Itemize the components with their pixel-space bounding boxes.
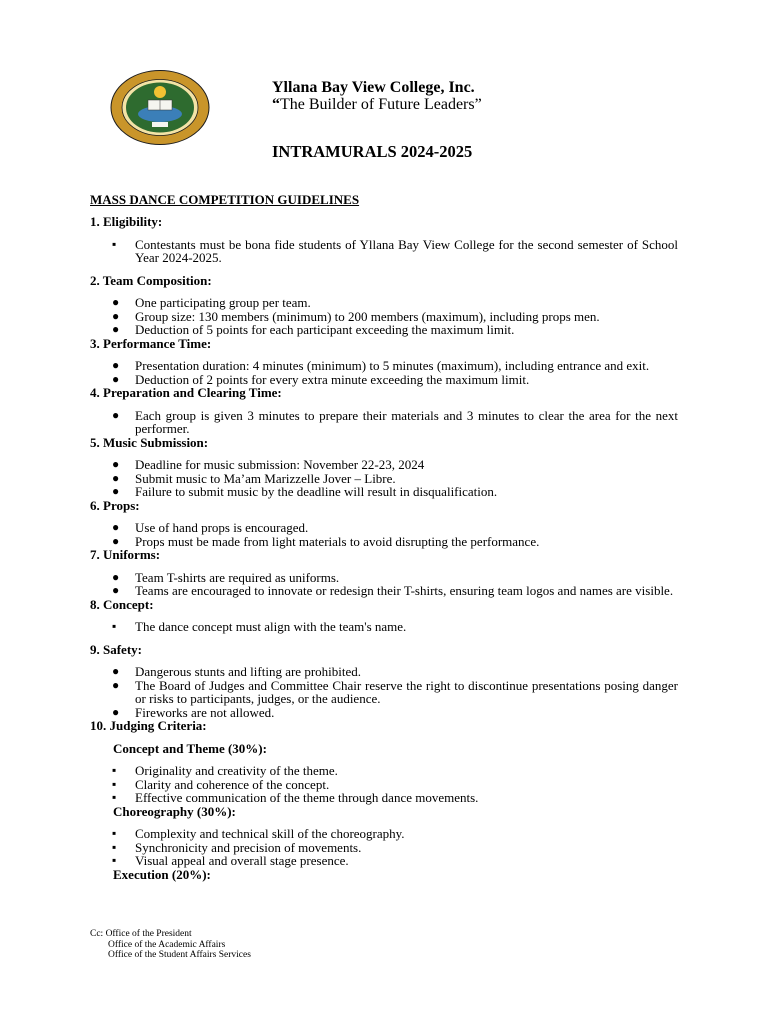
section-title: 5. Music Submission: (90, 434, 209, 450)
section-concept (90, 598, 678, 634)
document-title: MASS DANCE COMPETITION GUIDELINES (90, 192, 360, 207)
bullet-icon: ● (112, 457, 120, 471)
list-item-text: Contestants must be bona fide students of Yllana Bay View College for the second semester of School Year 2024-2025. (135, 236, 678, 265)
list-item (90, 764, 678, 778)
list-item-text: Synchronicity and precision of movements. (135, 839, 362, 855)
list-item-text: Teams are encouraged to innovate or redesign their T-shirts, ensuring team logos and names are visible. (135, 583, 674, 598)
list-item (90, 296, 678, 310)
motto-open-quote: “ (272, 96, 280, 113)
bullet-icon: ▪ (112, 236, 117, 251)
bullet-icon: ▪ (112, 776, 117, 791)
list-item (90, 679, 678, 706)
bullet-list (90, 296, 678, 337)
guidelines-body (90, 215, 678, 881)
bullet-list (90, 571, 678, 598)
list-item-text: Deduction of 2 points for every extra minute exceeding the maximum limit. (135, 371, 530, 387)
criterion-title: Concept and Theme (30%): (113, 740, 267, 756)
bullet-icon: ● (112, 358, 120, 372)
list-item-text: Effective communication of the theme through dance movements. (135, 790, 479, 805)
section-performance-time (90, 337, 678, 387)
list-item-text: Clarity and coherence of the concept. (135, 776, 330, 792)
bullet-icon: ● (112, 704, 120, 719)
list-item-text: One participating group per team. (135, 295, 311, 310)
event-title: INTRAMURALS 2024-2025 (272, 142, 473, 161)
bullet-list (90, 521, 678, 548)
section-title: 6. Props: (90, 497, 140, 513)
section-title: 2. Team Composition: (90, 272, 212, 288)
bullet-list (90, 359, 678, 386)
list-item-text: The Board of Judges and Committee Chair reserve the right to discontinue presentations posing danger or risks to participants, judges, or the audience. (135, 677, 678, 706)
list-item-text: Presentation duration: 4 minutes (minimum) to 5 minutes (maximum), including entrance and exit. (135, 358, 650, 373)
list-item (90, 458, 678, 472)
section-title: 3. Performance Time: (90, 335, 212, 351)
section-title: 8. Concept: (90, 596, 154, 612)
list-item (90, 665, 678, 679)
bullet-list (90, 238, 678, 265)
section-title: 4. Preparation and Clearing Time: (90, 385, 282, 400)
list-item (90, 373, 678, 387)
bullet-icon: ▪ (112, 763, 117, 777)
section-eligibility (90, 215, 678, 265)
list-item-text: Complexity and technical skill of the choreography. (135, 826, 405, 841)
list-item-text: Group size: 130 members (minimum) to 200 members (maximum), including props men. (135, 308, 600, 324)
section-props (90, 499, 678, 549)
list-item-text: Deduction of 5 points for each participant exceeding the maximum limit. (135, 322, 515, 337)
motto-text: The Builder of Future Leaders” (280, 96, 482, 113)
section-uniforms (90, 548, 678, 598)
list-item (90, 854, 678, 868)
bullet-icon: ● (112, 664, 120, 678)
bullet-icon: ● (112, 583, 120, 597)
bullet-icon: ▪ (112, 790, 117, 804)
bullet-icon: ● (112, 322, 120, 336)
bullet-list (90, 458, 678, 499)
list-item-text: Failure to submit music by the deadline will result in disqualification. (135, 484, 498, 499)
criterion-title: Execution (20%): (113, 866, 211, 882)
list-item-text: Submit music to Ma’am Marizzelle Jover – Libre. (135, 470, 396, 486)
college-motto (272, 96, 482, 114)
section-title: 9. Safety: (90, 641, 142, 657)
cc-line: Office of the Academic Affairs (108, 939, 226, 950)
list-item (90, 584, 678, 598)
list-item (90, 791, 678, 805)
bullet-icon: ● (112, 569, 120, 584)
bullet-list (90, 620, 678, 634)
list-item (90, 841, 678, 855)
bullet-icon: ● (112, 308, 120, 323)
bullet-list (90, 409, 678, 436)
bullet-list (90, 827, 678, 868)
list-item-text: Visual appeal and overall stage presence. (135, 853, 349, 868)
list-item (90, 521, 678, 535)
section-title: 7. Uniforms: (90, 547, 161, 562)
list-item-text: Dangerous stunts and lifting are prohibited. (135, 664, 362, 679)
criterion-title: Choreography (30%): (113, 803, 236, 819)
list-item (90, 359, 678, 373)
list-item (90, 620, 678, 634)
list-item (90, 535, 678, 549)
list-item (90, 571, 678, 585)
bullet-icon: ▪ (112, 826, 117, 840)
list-item (90, 323, 678, 337)
list-item (90, 472, 678, 486)
section-team-composition (90, 274, 678, 337)
list-item-text: Deadline for music submission: November 22-23, 2024 (135, 457, 425, 472)
section-safety (90, 643, 678, 720)
college-seal-logo (110, 70, 210, 145)
bullet-icon: ● (112, 407, 120, 422)
section-title: 1. Eligibility: (90, 214, 163, 229)
bullet-icon: ● (112, 484, 120, 498)
bullet-icon: ▪ (112, 853, 117, 867)
list-item-text: Team T-shirts are required as uniforms. (135, 569, 340, 585)
list-item-text: Fireworks are not allowed. (135, 704, 275, 720)
bullet-icon: ● (112, 520, 120, 534)
cc-footer (90, 929, 251, 961)
list-item-text: Use of hand props is encouraged. (135, 520, 309, 535)
college-name: Yllana Bay View College, Inc. (272, 79, 475, 96)
list-item (90, 778, 678, 792)
list-item (90, 409, 678, 436)
bullet-icon: ● (112, 677, 120, 692)
bullet-list (90, 764, 678, 805)
section-judging-criteria (90, 719, 678, 881)
bullet-icon: ● (112, 371, 120, 386)
list-item-text: Originality and creativity of the theme. (135, 763, 338, 778)
bullet-icon: ▪ (112, 619, 117, 633)
section-music-submission (90, 436, 678, 499)
list-item (90, 485, 678, 499)
cc-line: Office of the Student Affairs Services (108, 950, 251, 960)
list-item (90, 827, 678, 841)
list-item-text: The dance concept must align with the team's name. (135, 619, 407, 634)
section-preparation-time (90, 386, 678, 436)
list-item (90, 310, 678, 324)
list-item-text: Props must be made from light materials to avoid disrupting the performance. (135, 533, 540, 549)
bullet-list (90, 665, 678, 719)
list-item-text: Each group is given 3 minutes to prepare their materials and 3 minutes to clear the area for the next performer. (135, 407, 678, 436)
bullet-icon: ▪ (112, 839, 117, 854)
cc-line: Cc: Office of the President (90, 929, 192, 939)
list-item (90, 706, 678, 720)
section-title: 10. Judging Criteria: (90, 718, 207, 733)
bullet-icon: ● (112, 533, 120, 548)
bullet-icon: ● (112, 470, 120, 485)
bullet-icon: ● (112, 295, 120, 309)
list-item (90, 238, 678, 265)
